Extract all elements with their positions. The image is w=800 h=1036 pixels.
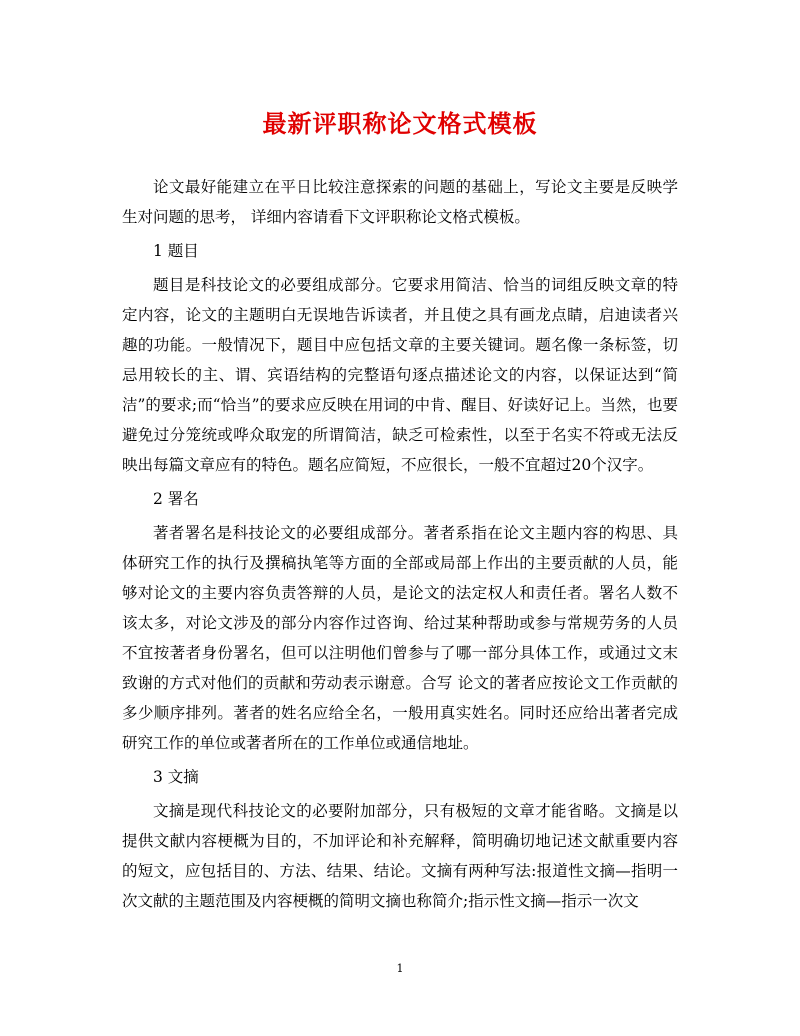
intro-paragraph: 论文最好能建立在平日比较注意探索的问题的基础上，写论文主要是反映学生对问题的思考， 详细内容请看下文评职称论文格式模板。 xyxy=(122,178,678,226)
section-body-abstract: 文摘是现代科技论文的必要附加部分，只有极短的文章才能省略。文摘是以提供文献内容梗概为目的，不加评论和补充解释，简明确切地记述文献重要内容的短文，应包括目的、方法、结果、结论。文摘有两种写法:报道性文摘—指明一次文献的主题范围及内容梗概的简明文摘也称简介;指示性文摘—指示一次文 xyxy=(122,802,678,910)
document-body xyxy=(122,172,678,916)
document-title: 最新评职称论文格式模板 xyxy=(262,109,538,138)
section-heading-authorship: 2 署名 xyxy=(153,490,199,508)
section-heading-abstract: 3 文摘 xyxy=(153,768,199,786)
section-body-authorship: 著者署名是科技论文的必要组成部分。著者系指在论文主题内容的构思、具体研究工作的执行及撰稿执笔等方面的全部或局部上作出的主要贡献的人员，能够对论文的主要内容负责答辩的人员，是论文的法定权人和责任者。署名人数不该太多，对论文涉及的部分内容作过咨询、给过某种帮助或参与常规劳务的人员不宜按著者身份署名，但可以注明他们曾参与了哪一部分具体工作，或通过文末致谢的方式对他们的贡献和劳动表示谢意。合写 论文的著者应按论文工作贡献的多少顺序排列。著者的姓名应给全名，一般用真实姓名。同时还应给出著者完成研究工作的单位或著者所在的工作单位或通信地址。 xyxy=(122,524,678,752)
page-number: 1 xyxy=(396,962,404,975)
section-heading-title: 1 题目 xyxy=(153,242,199,260)
section-body-title: 题目是科技论文的必要组成部分。它要求用简洁、恰当的词组反映文章的特定内容，论文的主题明白无误地告诉读者，并且使之具有画龙点睛，启迪读者兴趣的功能。一般情况下，题目中应包括文章的主要关键词。题名像一条标签，切忌用较长的主、谓、宾语结构的完整语句逐点描述论文的内容，以保证达到“简洁”的要求;而“恰当”的要求应反映在用词的中肯、醒目、好读好记上。当然，也要避免过分笼统或哗众取宠的所谓简洁，缺乏可检索性，以至于名实不符或无法反映出每篇文章应有的特色。题名应简短，不应很长，一般不宜超过20个汉字。 xyxy=(122,276,678,474)
